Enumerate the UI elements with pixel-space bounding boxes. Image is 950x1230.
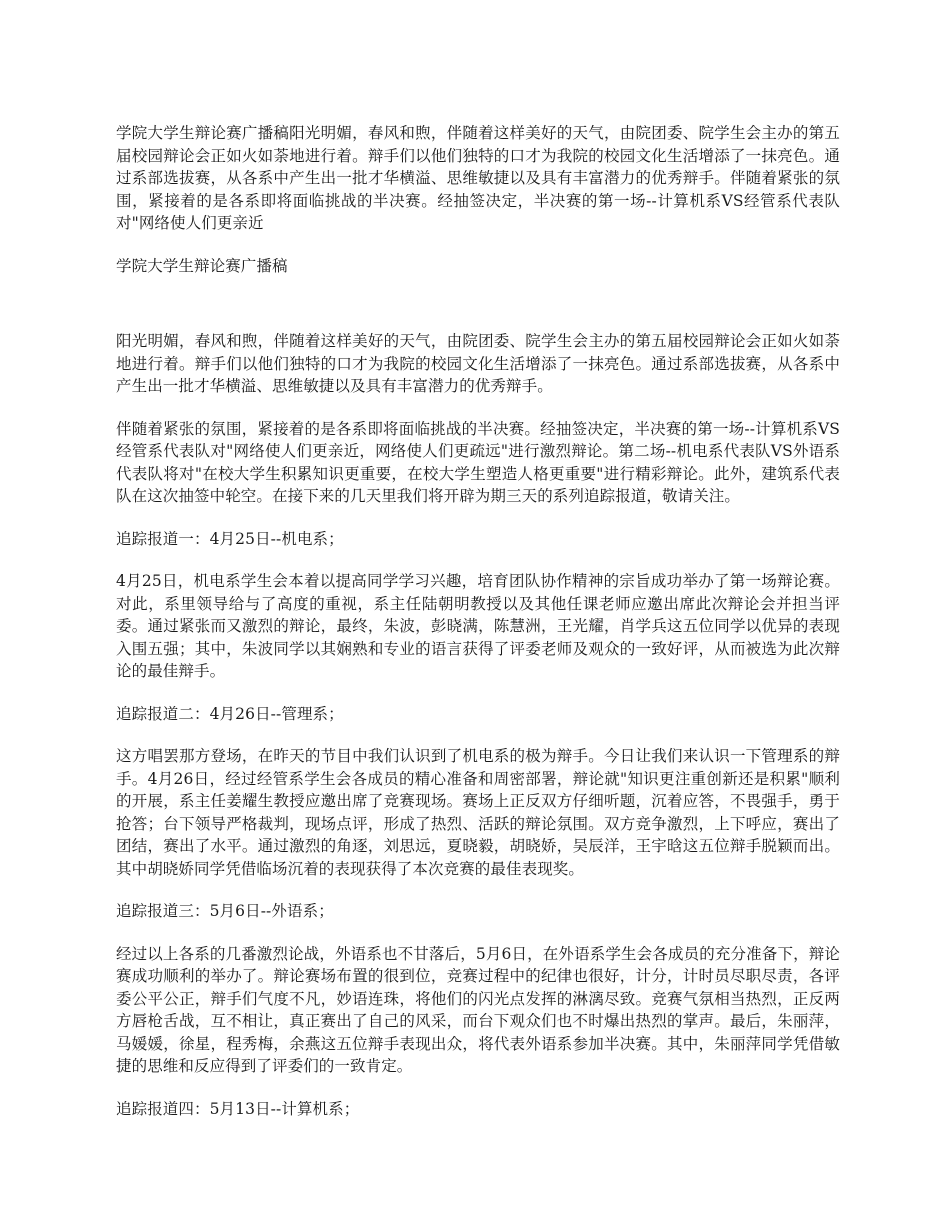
intro-paragraph: 学院大学生辩论赛广播稿阳光明媚，春风和煦，伴随着这样美好的天气，由院团委、院学生会主办的第五届校园辩论会正如火如荼地进行着。辩手们以他们独特的口才为我院的校园文化生活增添了一抹亮色。通过系部选拔赛，从各系中产生出一批才华横溢、思维敏捷以及具有丰富潜力的优秀辩手。伴随着紧张的氛围，紧接着的是各系即将面临挑战的半决赛。经抽签决定，半决赛的第一场--计算机系VS经管系代表队对"网络使人们更亲近	[116, 124, 840, 232]
document-page	[116, 122, 840, 1140]
body-paragraph-1: 阳光明媚，春风和煦，伴随着这样美好的天气，由院团委、院学生会主办的第五届校园辩论会正如火如荼地进行着。辩手们以他们独特的口才为我院的校园文化生活增添了一抹亮色。通过系部选拔赛，从各系中产生出一批才华横溢、思维敏捷以及具有丰富潜力的优秀辩手。	[116, 332, 840, 395]
report-2-body: 这方唱罢那方登场，在昨天的节目中我们认识到了机电系的极为辩手。今日让我们来认识一下管理系的辩手。4月26日，经过经管系学生会各成员的精心准备和周密部署，辩论就"知识更注重创新还是积累"顺利的开展，系主任姜耀生教授应邀出席了竞赛现场。赛场上正反双方仔细听题，沉着应答，不畏强手，勇于抢答；台下领导严格裁判，现场点评，形成了热烈、活跃的辩论氛围。双方竞争激烈，上下呼应，赛出了团结，赛出了水平。通过激烈的角逐，刘思远，夏晓毅，胡晓娇，吴辰洋，王宇晗这五位辩手脱颖而出。其中胡晓娇同学凭借临场沉着的表现获得了本次竞赛的最佳表现奖。	[116, 747, 840, 878]
report-2-heading: 追踪报道二：4月26日--管理系；	[116, 704, 344, 723]
report-1-body: 4月25日，机电系学生会本着以提高同学学习兴趣，培育团队协作精神的宗旨成功举办了第一场辩论赛。对此，系里领导给与了高度的重视，系主任陆朝明教授以及其他任课老师应邀出席此次辩论会并担当评委。通过紧张而又激烈的辩论，最终，朱波，彭晓满，陈慧洲，王光耀，肖学兵这五位同学以优异的表现入围五强；其中，朱波同学以其娴熟和专业的语言获得了评委老师及观众的一致好评，从而被选为此次辩论的最佳辩手。	[116, 572, 840, 680]
document-title: 学院大学生辩论赛广播稿	[116, 256, 288, 275]
report-3-heading: 追踪报道三：5月6日--外语系；	[116, 902, 334, 920]
report-1-heading: 追踪报道一：4月25日--机电系；	[116, 529, 344, 548]
report-4-heading: 追踪报道四：5月13日--计算机系；	[116, 1099, 360, 1118]
body-paragraph-2: 伴随着紧张的氛围，紧接着的是各系即将面临挑战的半决赛。经抽签决定，半决赛的第一场--计算机系VS经管系代表队对"网络使人们更亲近，网络使人们更疏远"进行激烈辩论。第二场--机电系代表队VS外语系代表队将对"在校大学生积累知识更重要，在校大学生塑造人格更重要"进行精彩辩论。此外，建筑系代表队在这次抽签中轮空。在接下来的几天里我们将开辟为期三天的系列追踪报道，敬请关注。	[116, 419, 840, 505]
report-3-body: 经过以上各系的几番激烈论战，外语系也不甘落后，5月6日，在外语系学生会各成员的充分准备下，辩论赛成功顺利的举办了。辩论赛场布置的很到位，竞赛过程中的纪律也很好，计分，计时员尽职尽责，各评委公平公正，辩手们气度不凡，妙语连珠，将他们的闪光点发挥的淋漓尽致。竞赛气氛相当热烈，正反两方唇枪舌战，互不相让，真正赛出了自己的风采，而台下观众们也不时爆出热烈的掌声。最后，朱丽萍，马媛媛，徐星，程秀梅，余燕这五位辩手表现出众，将代表外语系参加半决赛。其中，朱丽萍同学凭借敏捷的思维和反应得到了评委们的一致肯定。	[116, 944, 840, 1075]
